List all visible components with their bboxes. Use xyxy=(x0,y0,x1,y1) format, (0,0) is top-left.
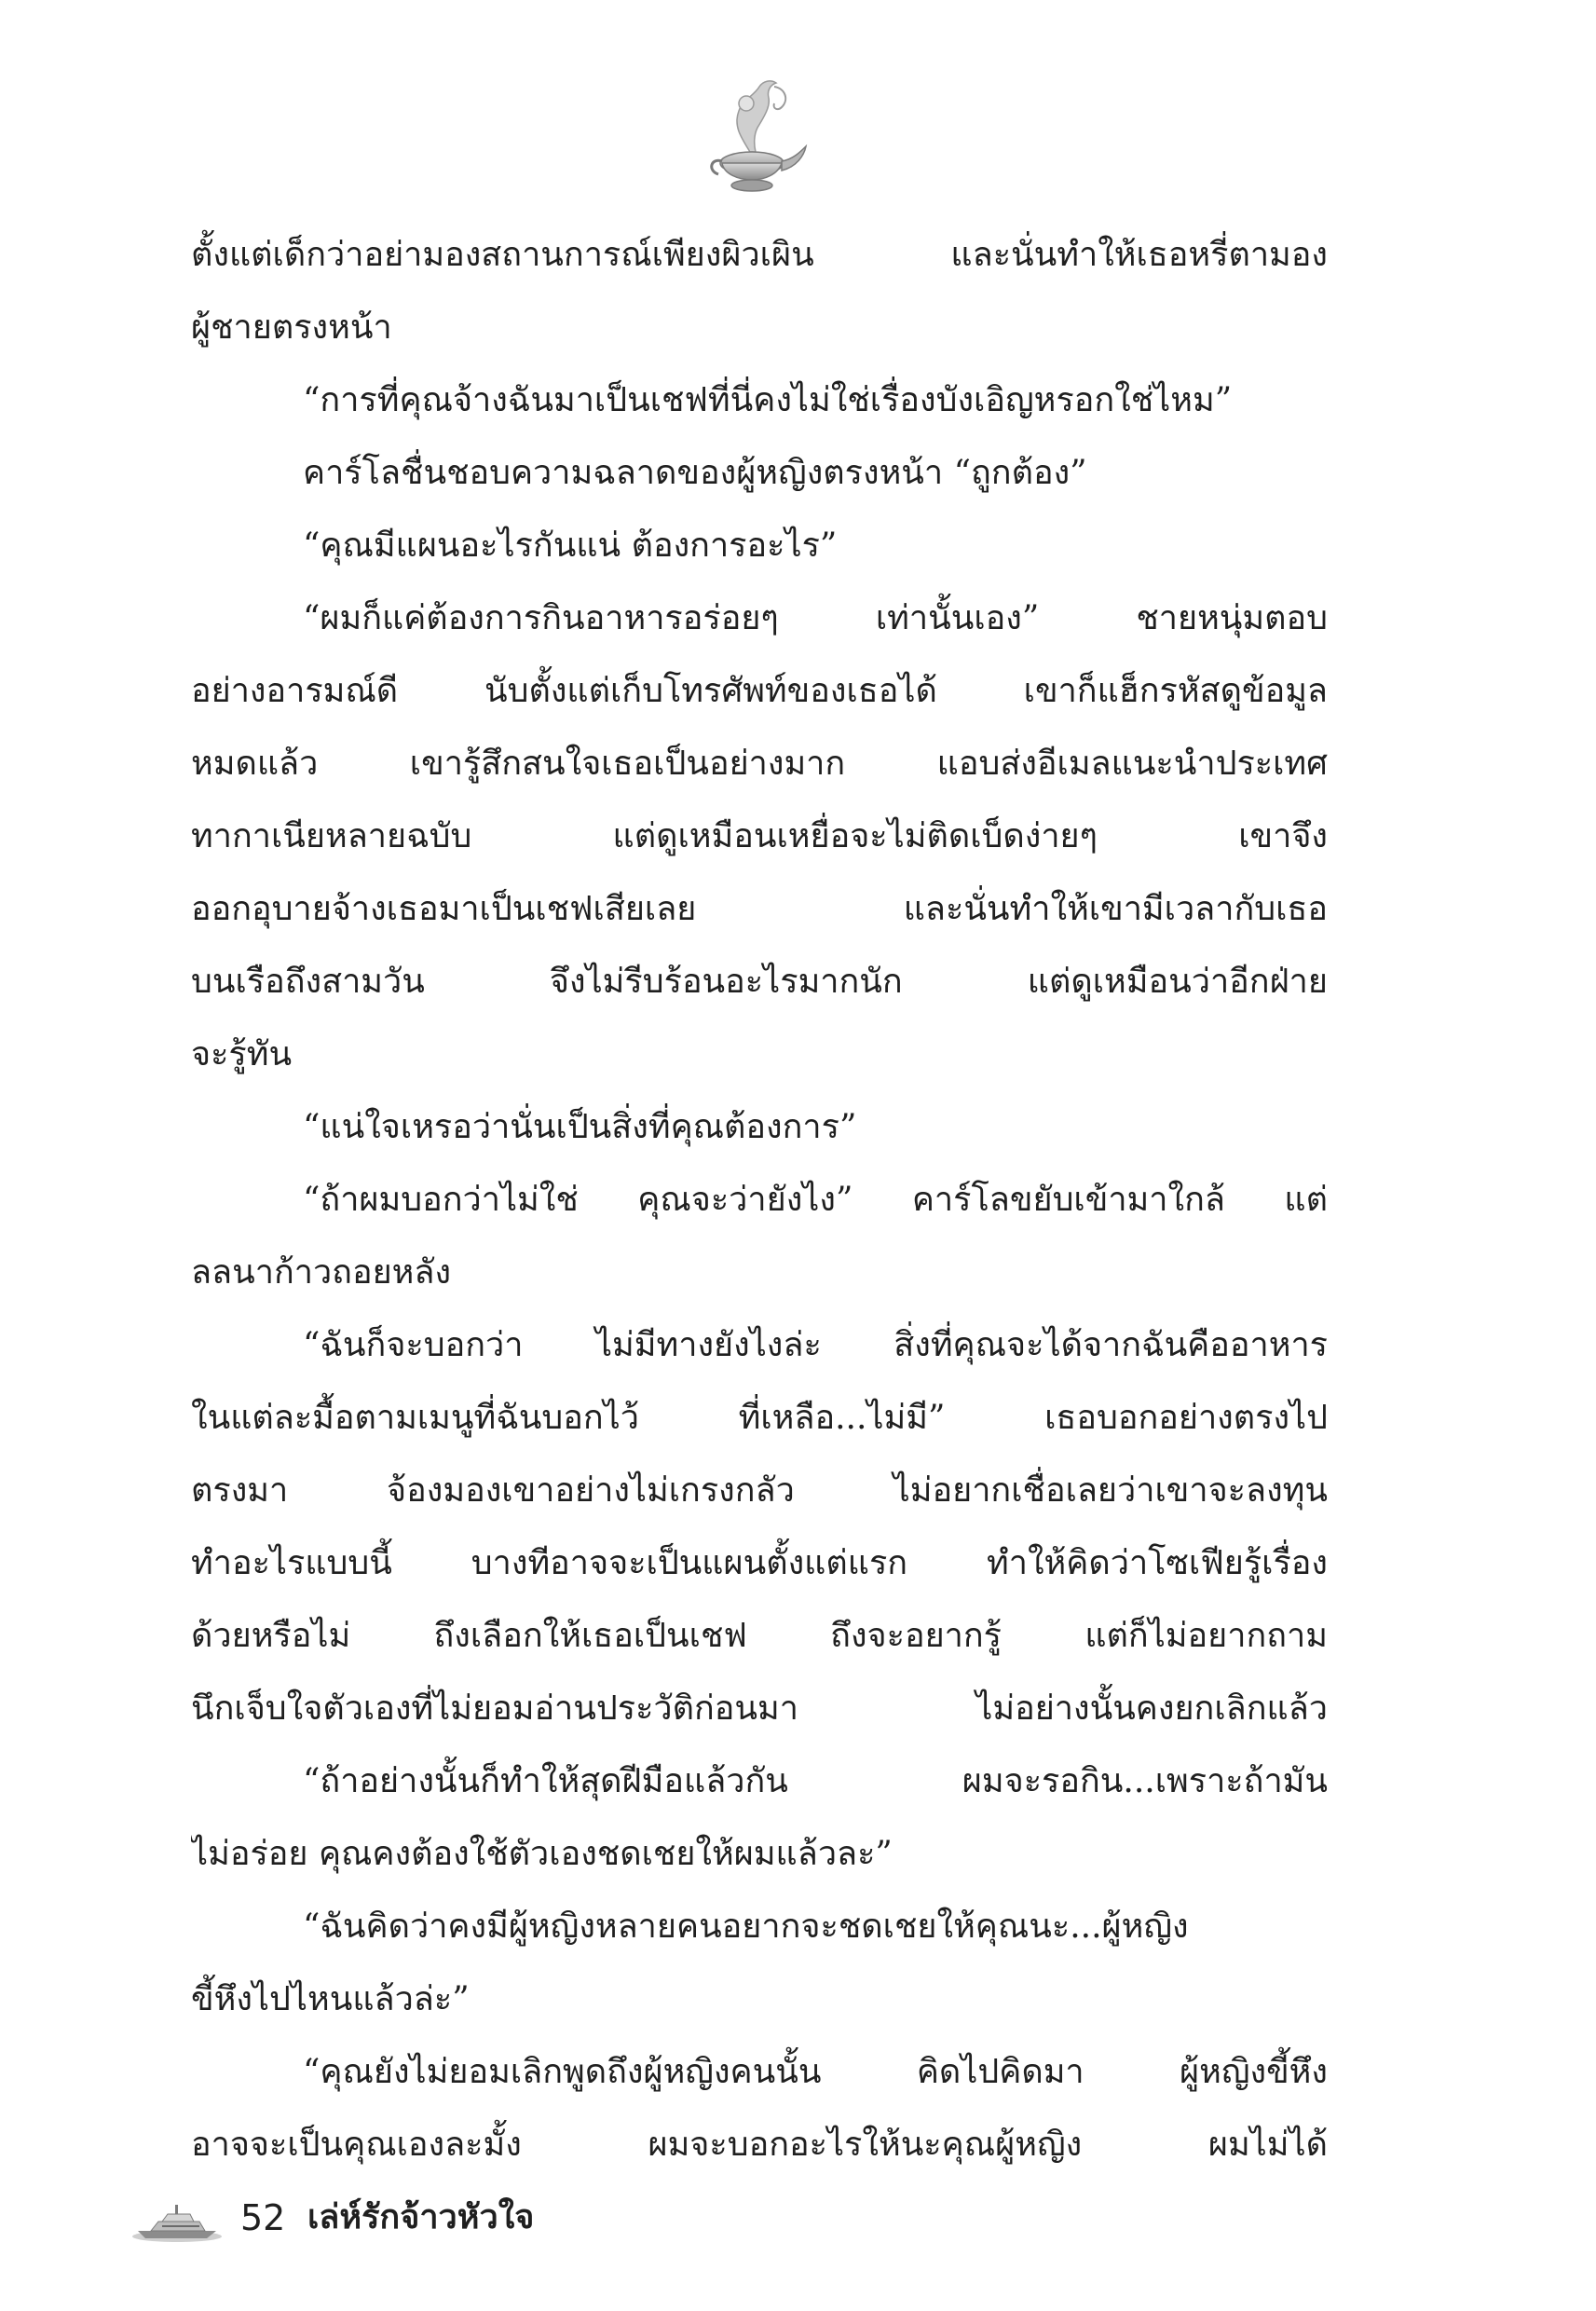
text-line: อย่างอารมณ์ดี นับตั้งแต่เก็บโทรศัพท์ของเธอได้ เขาก็แฮ็กรหัสดูข้อมูล xyxy=(191,672,1328,710)
text-line: ลลนาก้าวถอยหลัง xyxy=(191,1253,452,1292)
text-line: “คุณมีแผนอะไรกันแน่ ต้องการอะไร” xyxy=(303,526,838,565)
text-line: อาจจะเป็นคุณเองละมั้ง ผมจะบอกอะไรให้นะคุณผู้หญิง ผมไม่ได้ xyxy=(191,2126,1328,2164)
text-line: “การที่คุณจ้างฉันมาเป็นเชฟที่นี่คงไม่ใช่เรื่องบังเอิญหรอกใช่ไหม” xyxy=(303,381,1233,419)
text-line: ออกอุบายจ้างเธอมาเป็นเชฟเสียเลย และนั่นทำให้เขามีเวลากับเธอ xyxy=(191,890,1328,928)
text-line: ทำอะไรแบบนี้ บางทีอาจจะเป็นแผนตั้งแต่แรก ทำให้คิดว่าโซเฟียรู้เรื่อง xyxy=(191,1544,1328,1582)
text-line: ในแต่ละมื้อตามเมนูที่ฉันบอกไว้ ที่เหลือ...ไม่มี” เธอบอกอย่างตรงไป xyxy=(191,1399,1328,1437)
text-line: “แน่ใจเหรอว่านั่นเป็นสิ่งที่คุณต้องการ” xyxy=(303,1108,857,1146)
page-footer xyxy=(130,2176,783,2260)
text-line: “ผมก็แค่ต้องการกินอาหารอร่อยๆ เท่านั้นเอง” ชายหนุ่มตอบ xyxy=(303,599,1328,637)
text-line: ขี้หึงไปไหนแล้วล่ะ” xyxy=(191,1980,470,2018)
genie-lamp-icon xyxy=(685,70,815,200)
text-line: ตั้งแต่เด็กว่าอย่ามองสถานการณ์เพียงผิวเผิน และนั่นทำให้เธอหรี่ตามอง xyxy=(191,236,1328,274)
text-line: หมดแล้ว เขารู้สึกสนใจเธอเป็นอย่างมาก แอบส่งอีเมลแนะนำประเทศ xyxy=(191,745,1328,783)
body-text xyxy=(191,219,1328,2176)
text-line: ผู้ชายตรงหน้า xyxy=(191,308,392,347)
text-line: “ฉันคิดว่าคงมีผู้หญิงหลายคนอยากจะชดเชยให้คุณนะ...ผู้หญิง xyxy=(303,1908,1189,1946)
text-line: ด้วยหรือไม่ ถึงเลือกให้เธอเป็นเชฟ ถึงจะอยากรู้ แต่ก็ไม่อยากถาม xyxy=(191,1617,1328,1655)
text-line: จะรู้ทัน xyxy=(191,1035,293,1073)
yacht-icon xyxy=(130,2190,224,2246)
text-line: ไม่อร่อย คุณคงต้องใช้ตัวเองชดเชยให้ผมแล้วละ” xyxy=(191,1835,893,1873)
text-line: ตรงมา จ้องมองเขาอย่างไม่เกรงกลัว ไม่อยากเชื่อเลยว่าเขาจะลงทุน xyxy=(191,1471,1328,1510)
text-line: “คุณยังไม่ยอมเลิกพูดถึงผู้หญิงคนนั้น คิดไปคิดมา ผู้หญิงขี้หึง xyxy=(303,2053,1328,2091)
text-line: คาร์โลชื่นชอบความฉลาดของผู้หญิงตรงหน้า “ถูกต้อง” xyxy=(303,454,1087,492)
book-title: เล่ห์รักจ้าวหัวใจ xyxy=(307,2198,535,2236)
text-line: นึกเจ็บใจตัวเองที่ไม่ยอมอ่านประวัติก่อนมา ไม่อย่างนั้นคงยกเลิกแล้ว xyxy=(191,1689,1328,1728)
text-line: “ถ้าผมบอกว่าไม่ใช่ คุณจะว่ายังไง” คาร์โลขยับเข้ามาใกล้ แต่ xyxy=(303,1181,1328,1219)
page-number: 52 xyxy=(240,2197,286,2238)
text-line: ทากาเนียหลายฉบับ แต่ดูเหมือนเหยื่อจะไม่ติดเบ็ดง่ายๆ เขาจึง xyxy=(191,817,1328,855)
text-line: “ฉันก็จะบอกว่า ไม่มีทางยังไงล่ะ สิ่งที่คุณจะได้จากฉันคืออาหาร xyxy=(303,1326,1328,1364)
text-line: “ถ้าอย่างนั้นก็ทำให้สุดฝีมือแล้วกัน ผมจะรอกิน...เพราะถ้ามัน xyxy=(303,1762,1328,1800)
text-line: บนเรือถึงสามวัน จึงไม่รีบร้อนอะไรมากนัก แต่ดูเหมือนว่าอีกฝ่าย xyxy=(191,963,1328,1001)
